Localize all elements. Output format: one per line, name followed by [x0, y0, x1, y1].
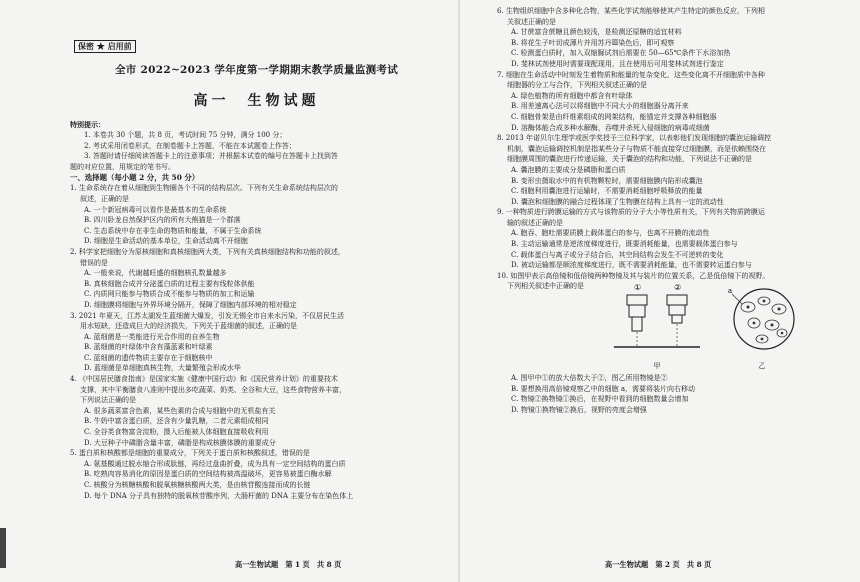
question-stem-continued: 关叙述正确的是	[507, 17, 556, 26]
answer-option: B. 将花生子叶切成薄片并用苏丹Ⅲ染色后，即可观察	[511, 38, 675, 47]
question-stem: 1. 生命系统存在着从细胞到生物圈各个不同的结构层次。下列有关生命系统结构层次的	[70, 184, 338, 193]
answer-option: C. 载体蛋白与离子或分子结合后，其空间结构会发生不可逆转的变化	[511, 250, 724, 259]
answer-option: D. 每个 DNA 分子具有独特的脱氧核苷酸序列，大肠杆菌的 DNA 主要分布在染色体上	[84, 491, 354, 500]
answer-option: C. 全谷类食物富含淀粉，摄入后能被人体细胞直接吸收利用	[84, 428, 269, 437]
page-fold	[458, 0, 460, 582]
note-line: 题的对应位置，用规定的笔书写。	[70, 162, 175, 171]
answer-option: B. 要想换用高倍镜观察乙中的细胞 a，需要将装片向右移动	[511, 384, 695, 393]
answer-option: B. 牛奶中富含蛋白质，还含有少量乳糖，二者元素组成相同	[84, 417, 269, 426]
answer-option: A. 绿色植物的所有细胞中都含有叶绿体	[511, 91, 633, 100]
note-line: 1. 本卷共 30 个题，共 8 页，考试时间 75 分钟，满分 100 分；	[84, 131, 287, 139]
exam-title: 全市 2022~2023 学年度第一学期期末教学质量监测考试	[114, 64, 399, 76]
answer-option: A. 囊泡膜的主要成分是磷脂和蛋白质	[511, 165, 626, 174]
figure-caption-yi: 乙	[758, 362, 766, 371]
figure-yi	[724, 281, 800, 371]
answer-option: D. 细胞是生命活动的基本单位，生命活动离不开细胞	[84, 237, 248, 246]
secret-label: 保密 ★ 启用前	[74, 40, 136, 53]
answer-option: C. 内质网只能参与物质合成不能参与物质的加工和运输	[84, 290, 255, 299]
subject-title: 高一 生物试题	[193, 93, 320, 109]
question-stem: 7. 细胞在生命活动中时刻发生着物质和能量的复杂变化，这些变化离不开细胞质中各种	[497, 70, 765, 79]
question-stem-continued: 下列说法正确的是	[80, 396, 136, 405]
question-stem-continued: 叙述，正确的是	[80, 194, 129, 203]
answer-option: B. 主动运输通常是逆浓度梯度进行，既要消耗能量，也需要载体蛋白参与	[511, 240, 738, 249]
field-of-view	[734, 289, 794, 349]
figure-jia	[612, 281, 702, 371]
answer-option: B. 四川卧龙自然保护区内的所有大熊猫是一个群落	[84, 216, 241, 225]
note-line: 3. 答题时请仔细阅读答题卡上的注意事项；并根据本试卷的编号在答题卡上找到答	[84, 152, 338, 161]
answer-option: C. 物镜②换物镜①换后，在视野中看到的细胞数量会增加	[511, 395, 689, 404]
question-stem-continued: 用水短缺，还造成巨大的经济损失，下列关于蓝细菌的叙述，正确的是	[80, 322, 297, 331]
page-2	[462, 0, 860, 582]
answer-option: C. 细胞骨架是由纤维素组成的网架结构，能锚定并支撑各种细胞器	[511, 112, 717, 121]
answer-option: A. 一般来说，代谢越旺盛的细胞核孔数量越多	[84, 269, 227, 278]
question-stem-continued: 支撑，其中平衡膳食八准则中提出多吃蔬菜、奶类、全谷和大豆，这些食物营养丰富，	[80, 385, 346, 394]
question-stem: 3. 2021 年夏天，江苏太湖发生蓝细菌大爆发，引发无锡全市自来水污染，不仅居民生活	[70, 311, 344, 320]
answer-option: A. 一个新冠病毒可以看作是最基本的生命系统	[84, 205, 227, 214]
answer-option: C. 核酸分为核糖核酸和脱氧核糖核酸两大类，是由核苷酸连接而成的长链	[84, 481, 311, 489]
lens-label-2: ②	[674, 283, 682, 293]
objective-lenses-diagram	[612, 281, 702, 357]
answer-option: D. 斐林试剂使用时需要现配现用，且在使用后可用斐林试剂进行鉴定	[511, 59, 724, 68]
answer-option: B. 吃熟肉容易消化的原因是蛋白质的空间结构被高温破坏，更容易被蛋白酶水解	[84, 470, 332, 479]
answer-option: D. 大豆种子中磷脂含量丰富，磷脂是构成核膜体膜的重要成分	[84, 438, 276, 447]
answer-option: D. 被动运输都是顺浓度梯度进行，既不需要消耗能量，也不需要转运蛋白参与	[511, 261, 752, 270]
answer-option: A. 很多蔬菜富含色素，某些色素的合成与细胞中的无机盐有关	[84, 406, 276, 415]
cell-nuclei	[747, 300, 784, 341]
question-stem: 6. 生物组织细胞中含多种化合物，某些化学试剂能够使其产生特定的颜色反应，下列相	[497, 7, 765, 15]
question-stem-continued: 机制，囊泡运输调控机制是指某些分子与物质不能直接穿过细胞膜，而是依赖围绕在	[507, 144, 766, 153]
section-title: 一、选择题（每小题 2 分，共 50 分）	[70, 173, 200, 183]
answer-option: C. 检测蛋白质时，加入双缩脲试剂后需要在 50—65℃条件下水浴加热	[511, 49, 731, 58]
question-stem: 2. 科学家把细胞分为原核细胞和真核细胞两大类，下列有关真核细胞结构和功能的叙述，	[70, 247, 345, 256]
answer-option: A. 胞吞、胞吐需要质膜上载体蛋白的参与，也离不开膜的流动性	[511, 229, 710, 238]
answer-option: D. 囊泡和细胞膜的融合过程体现了生物膜在结构上具有一定的流动性	[511, 197, 724, 206]
question-stem: 5. 蛋白质和核酸都是细胞的重要成分，下列关于蛋白质和核酸叙述，错误的是	[70, 449, 310, 458]
answer-option: B. 真核细胞合成并分泌蛋白质的过程主要有线粒体供能	[84, 279, 255, 288]
microscope-view-diagram	[724, 281, 800, 357]
question-10-options	[497, 373, 850, 415]
question-stem-continued: 下列相关叙述中正确的是	[507, 282, 584, 291]
answer-option: D. 溶酶体能合成多种水解酶，吞噬并杀死入侵细胞的病毒或细菌	[511, 123, 710, 132]
answer-option: A. 氨基酸通过脱水缩合形成肽链，再经过盘曲折叠，成为具有一定空间结构的蛋白质	[84, 459, 346, 468]
figure-caption-jia: 甲	[653, 362, 661, 371]
objective-lens-2	[667, 295, 687, 323]
answer-option: A. 蓝细菌是一类能进行光合作用的自养生物	[84, 332, 220, 341]
cell-a-label: a	[728, 287, 733, 296]
answer-option: A. 甘蔗富含蔗糖且颜色较浅，是检测还原糖的适宜材料	[511, 28, 682, 37]
objective-lens-1	[627, 295, 647, 331]
question-stem: 9. 一种物质进行跨膜运输的方式与该物质的分子大小等性质有关，下列有关物质跨膜运	[497, 208, 765, 217]
cells	[741, 297, 787, 343]
note-line: 2. 考试采用闭卷形式，在制卷题卡上答题，不能在本试题卷上作答；	[84, 141, 296, 150]
lens-label-1: ①	[634, 283, 642, 293]
notes-title: 特别提示：	[70, 120, 105, 129]
answer-option: D. 蓝细菌是单细胞真核生物，大量繁殖会形成水华	[84, 364, 241, 373]
answer-option: C. 蓝细菌的遗传物质主要存在于细胞核中	[84, 353, 213, 362]
answer-option: C. 细胞利用囊泡进行运输时，不需要消耗细胞呼吸释放的能量	[511, 187, 703, 196]
question-stem-continued: 错误的是	[80, 258, 108, 267]
answer-option: C. 生态系统中存在非生命的物质和能量，不属于生命系统	[84, 226, 262, 235]
questions-page-1	[70, 183, 443, 501]
answer-option: B. 变形虫摄取水中的有机物颗粒时，需要细胞膜内陷形成囊泡	[511, 176, 703, 185]
question-stem-continued: 输的叙述正确的是	[507, 218, 563, 227]
answer-option: D. 物镜①换物镜②换后，视野的亮度会增强	[511, 405, 647, 414]
footer-page-2: 高一生物试题 第 2 页 共 8 页	[605, 560, 712, 569]
answer-option: D. 细胞膜将细胞与外界环境分隔开，保障了细胞内部环境的相对稳定	[84, 300, 297, 309]
question-stem: 4. 《中国居民膳食指南》是国家实施《健康中国行动》和《国民营养计划》的重要技术	[70, 375, 338, 384]
questions-page-2	[497, 6, 850, 292]
footer-page-1: 高一生物试题 第 1 页 共 8 页	[235, 560, 342, 569]
answer-option: A. 图甲中①的放大倍数大于②，图乙所用物镜是②	[511, 374, 668, 383]
question-stem: 10. 如图甲表示高倍镜和低倍镜两种物镜及其与装片的位置关系，乙是低倍镜下的视野。	[497, 271, 770, 280]
answer-option: B. 蓝细菌的叶绿体中含有藻蓝素和叶绿素	[84, 343, 213, 352]
answer-option: B. 用差速离心法可以将细胞中不同大小的细胞器分离开来	[511, 102, 689, 111]
question-stem-continued: 细胞器的分工与合作，下列相关叙述正确的是	[507, 81, 647, 90]
question-stem: 8. 2013 年诺贝尔生理学或医学奖授予三位科学家，以表彰他们发现细胞的囊泡运输调控	[497, 134, 771, 143]
question-stem-continued: 细胞膜周围的囊泡进行传递运输，关于囊泡的结构和功能，下列说法不正确的是	[507, 155, 752, 164]
